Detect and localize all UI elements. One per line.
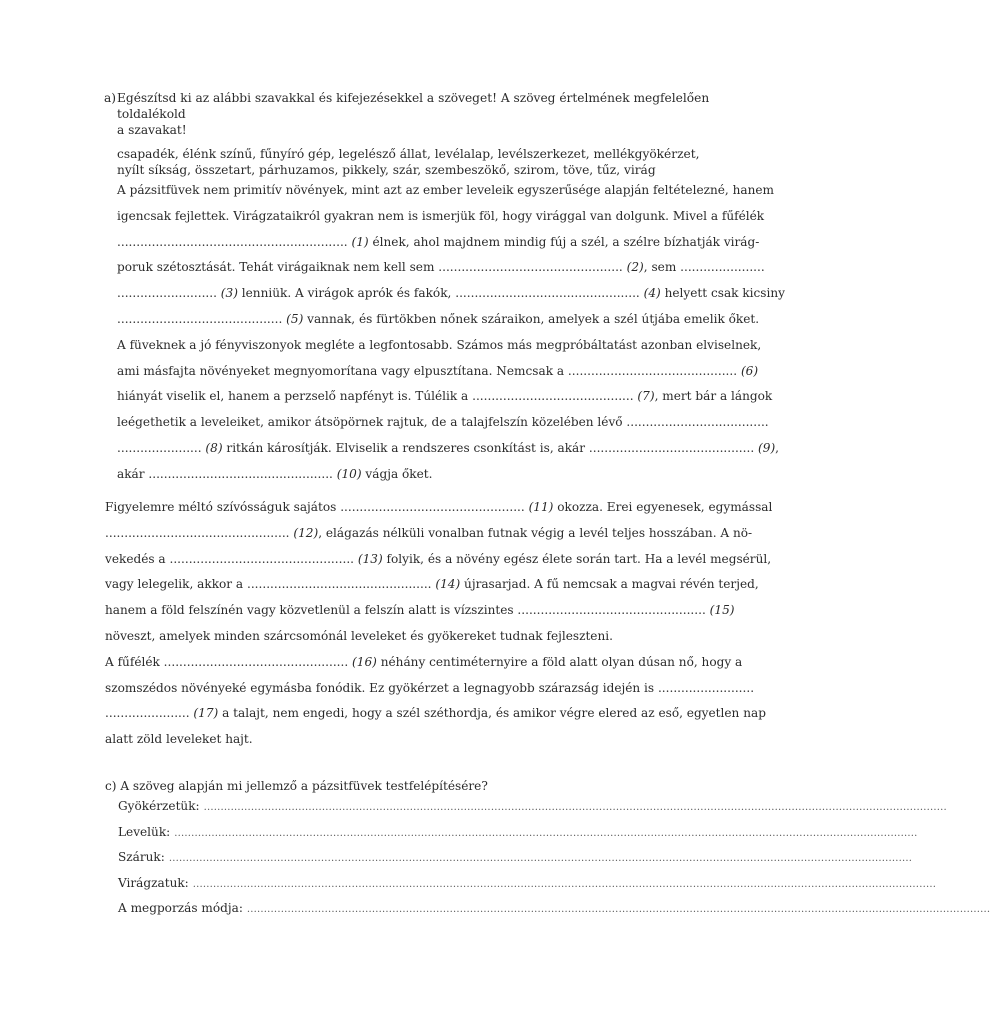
word-bank: [117, 146, 714, 178]
paragraph-1-line: poruk szétosztását. Tehát virágaiknak nem kell sem ................................................ (2), sem ......................: [117, 260, 765, 275]
paragraph-1-line: .......................... (3) lenniük. A virágok aprók és fakók, ................................................ (4) helyett csak kicsiny: [117, 286, 785, 301]
answer-row-leaves[interactable]: [118, 824, 918, 850]
paragraph-2-line: vekedés a ................................................ (13) folyik, és a növény egész élete során tart. Ha a levél megsérül,: [105, 551, 772, 566]
paragraph-1-line: ............................................................ (1) élnek, ahol majdnem mindig fúj a szél, a szélre bízhatják virág-: [117, 234, 760, 249]
paragraph-2-line: alatt zöld leveleket hajt.: [105, 732, 253, 747]
answer-label: Gyökérzetük:: [118, 799, 200, 813]
paragraph-2-line: A fűfélék ................................................ (16) néhány centiméternyire a föld alatt olyan dúsan nő, hogy a: [105, 654, 743, 669]
paragraph-1-line: A füveknek a jó fényviszonyok megléte a legfontosabb. Számos más megpróbáltatást azonban elviselnek,: [117, 337, 762, 352]
paragraph-1-line: akár ................................................ (10) vágja őket.: [117, 466, 433, 481]
paragraph-2-line: növeszt, amelyek minden szárcsomónál leveleket és gyökereket tudnak fejleszteni.: [105, 628, 613, 643]
paragraph-1-line: A pázsitfüvek nem primitív növények, mint azt az ember leveleik egyszerűsége alapján feltételezné, hanem: [117, 183, 775, 197]
paragraph-1-line: igencsak fejlettek. Virágzataikról gyakran nem is ismerjük föl, hogy virággal van dolgunk. Mivel a fűfélék: [117, 208, 765, 223]
answer-line[interactable]: ............................................................................................................................................................................................................................: [203, 802, 947, 813]
paragraph-1-line: hiányát viselik el, hanem a perzselő napfényt is. Túlélik a .......................................... (7), mert bár a lángok: [117, 389, 773, 404]
section-c: [105, 778, 990, 926]
answer-label: Levelük:: [118, 824, 171, 839]
instruction-text: Egészítsd ki az alábbi szavakkal és kifejezésekkel a szöveget! A szöveg értelmének megfelelően toldalékold a szavakat!: [117, 91, 710, 137]
answer-line[interactable]: ............................................................................................................................................................................................................................: [192, 878, 937, 890]
section-a-instruction: [104, 90, 714, 138]
paragraph-2-line: vagy lelegelik, akkor a ................................................ (14) újrasarjad. A fű nemcsak a magvai révén terjed,: [105, 577, 759, 592]
answer-row-stem[interactable]: [118, 849, 913, 875]
answer-row-pollination[interactable]: [118, 900, 990, 926]
answer-row-roots[interactable]: [118, 798, 947, 824]
answer-line[interactable]: ............................................................................................................................................................................................................................: [174, 827, 918, 839]
word-bank-line-1: csapadék, élénk színű, fűnyíró gép, legelésző állat, levélalap, levélszerkezet, mellékgyökérzet,: [117, 147, 700, 161]
paragraph-1: [117, 178, 785, 488]
paragraph-1-line: ........................................... (5) vannak, és fürtökben nőnek száraikon, amelyek a szél útjába emelik őket.: [117, 311, 760, 326]
paragraph-1-line: leégethetik a leveleiket, amikor átsöpörnek rajtuk, de a talajfelszín közelében lévő .....................................: [117, 415, 769, 430]
paragraph-1-line: ami másfajta növényeket megnyomorítana vagy elpusztítana. Nemcsak a ............................................ (6): [117, 363, 759, 378]
word-bank-line-2: nyílt síkság, összetart, párhuzamos, pikkely, szár, szembeszökő, szirom, töve, tűz, virág: [117, 163, 656, 177]
section-c-question: c) A szöveg alapján mi jellemző a pázsitfüvek testfelépítésére?: [105, 779, 488, 793]
section-a: [104, 90, 714, 178]
paragraph-2-line: ...................... (17) a talajt, nem engedi, hogy a szél széthordja, és amikor végre elered az eső, egyetlen nap: [105, 706, 766, 721]
answer-line[interactable]: ............................................................................................................................................................................................................................: [168, 853, 913, 865]
paragraph-1-line: ...................... (8) ritkán károsítják. Elviselik a rendszeres csonkítást is, akár ........................................... (9),: [117, 440, 780, 455]
paragraph-2-line: Figyelemre méltó szívósságuk sajátos ................................................ (11) okozza. Erei egyenesek, egymással: [105, 500, 773, 514]
section-a-marker: a): [104, 91, 117, 105]
answer-line[interactable]: ............................................................................................................................................................................................................................: [246, 904, 990, 916]
answer-label: A megporzás módja:: [118, 901, 243, 916]
paragraph-2-line: ................................................ (12), elágazás nélküli vonalban futnak végig a levél teljes hosszában. A nö-: [105, 525, 753, 540]
answer-label: Virágzatuk:: [118, 875, 189, 890]
answer-label: Száruk:: [118, 850, 165, 865]
paragraph-2-line: hanem a föld felszínén vagy közvetlenül a felszín alatt is vízszintes ................................................. (15): [105, 603, 735, 618]
paragraph-2-line: szomszédos növényeké egymásba fonódik. Ez gyökérzet a legnagyobb szárazság idején is .........................: [105, 680, 755, 695]
answer-row-inflorescence[interactable]: [118, 875, 937, 901]
paragraph-2: [105, 494, 773, 752]
